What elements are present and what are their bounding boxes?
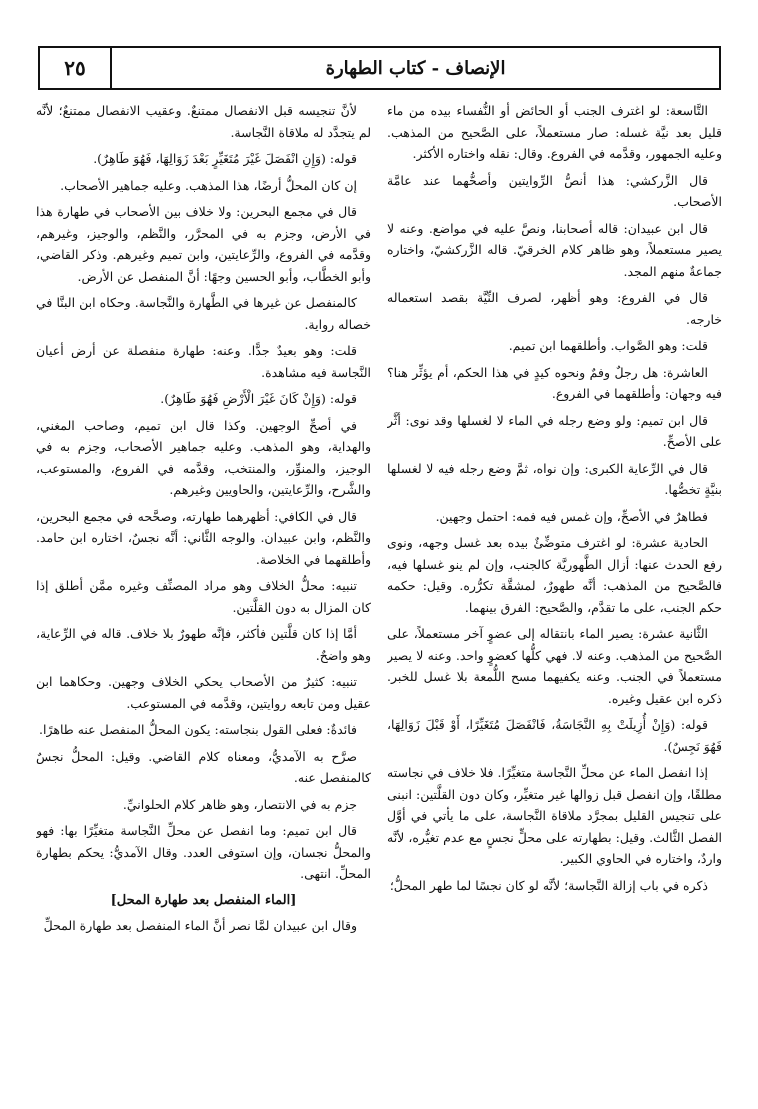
paragraph: قوله: (وَإِنِ انْفَصَلَ غَيْرَ مُتَغَيِّرٍ بَعْدَ زَوَالِهَا، فَهُوَ طَاهِرٌ).	[93, 151, 357, 166]
paragraph: قوله: (وَإِنْ أُزِيلَتْ بِهِ النَّجَاسَةُ، فَانْفَصَلَ مُتَغَيِّرًا، أَوْ قَبْلَ زَوَالِهَا، فَهُوَ نَجِسٌ).	[387, 717, 722, 754]
paragraph: قال الزَّركشي: هذا أنصُّ الرِّوايتين وأصحُّهما عند عامَّة الأصحاب.	[387, 172, 722, 209]
paragraph: وقال ابن عبيدان لمَّا نصر أنَّ الماء المنفصل بعد طهارة المحلِّ	[43, 918, 357, 933]
paragraph: صرَّح به الآمديُّ، ومعناه كلام القاضي. وقيل: المحلُّ نجسٌ كالمنفصل عنه.	[36, 748, 371, 785]
paragraph: في أصحِّ الوجهين. وكذا قال ابن تميم، وصاحب المغني، والهداية، وهو المذهب. وعليه جماهير الأصحاب، وجزم به في الوجيز، والمنوِّر، والمنتخب، وقدَّمه في الفروع، والمستوعب، والشَّرح، والرِّعايتين، والحاويين وغيرهم.	[36, 417, 371, 497]
paragraph: قال في الفروع: وهو أظهر، لصرف النِّيَّة بقصد استعماله خارجه.	[387, 290, 722, 327]
paragraph: قال في الكافي: أظهرهما طهارته، وصحَّحه في مجمع البحرين، والنَّظم، وابن عبيدان. والوجه الثَّاني: أنَّه نجسٌ، اختاره ابن حامد. وأطلقهما في الخلاصة.	[36, 508, 371, 567]
paragraph: [الماء المنفصل بعد طهارة المحل]	[110, 892, 297, 908]
page-number: ٢٥	[40, 48, 112, 88]
paragraph: الثَّانية عشرة: يصير الماء بانتقاله إلى عضوٍ آخر مستعملاً، على الصَّحيح من المذهب. وعنه لا. فهي كلُّها كعضوٍ واحد. وعنه لا يصير مستعملاً في الجنب. وعنه يكفيهما مسح اللُّمعة بلا غسل للخبر. ذكره ابن عقيل وغيره.	[387, 626, 722, 706]
paragraph: قوله: (وَإِنْ كَانَ غَيْرَ الْأَرْضِ فَهُوَ طَاهِرٌ).	[160, 391, 357, 406]
paragraph: ذكره في باب إزالة النَّجاسة؛ لأنَّه لو كان نجسًا لما طهر المحلُّ؛	[389, 877, 708, 893]
paragraph: قال في مجمع البحرين: ولا خلاف بين الأصحاب في طهارة هذا في الأرض، وجزم به في المحرَّر، والنَّظم، والوجيز، وغيرهم، وقدَّمه في الفروع، والرِّعايتين، وابن تميم وغيرهم. وذكر القاضي، وأبو الخطَّاب، وأبو الحسين وجهًا: أنَّ المنفصل عن الأرض.	[36, 204, 371, 284]
right-column	[387, 100, 722, 1100]
paragraph: الحادية عشرة: لو اغترف متوضِّئٌ بيده بعد غسل وجهه، ونوى رفع الحدث عنها: أزال الطَّهوريَّة كالجنب، وإن لم ينو غسلها فيه، فالصَّحيح من المذهب: أنَّه طهورٌ، لمشقَّة تكرُّره. وقيل: حكمه حكم الجنب، على ما تقدَّم، والصَّحيح: الفرق بينهما.	[387, 535, 722, 615]
paragraph: كالمنفصل عن غيرها في الطَّهارة والنَّجاسة. وحكاه ابن البنَّا في خصاله رواية.	[36, 295, 371, 332]
paragraph: التَّاسعة: لو اغترف الجنب أو الحائض أو النُّفساء بيده من ماء قليل بعد نيَّة غسله: صار مستعملاً، على الصَّحيح من المذهب. وعليه الجمهور، وقدَّمه في الفروع. وقال: نقله واختاره الأكثر.	[387, 103, 722, 161]
running-title: الإنصاف - كتاب الطهارة	[325, 57, 506, 79]
paragraph: قال في الرِّعاية الكبرى: وإن نواه، ثمَّ وضع رجله فيه لا لغسلها بنيَّةٍ تخصُّها.	[387, 460, 722, 497]
paragraph: قلت: وهو بعيدٌ جدًّا. وعنه: طهارة منفصلة عن أرض أعيان النَّجاسة فيه مشاهدة.	[36, 343, 371, 380]
text-columns	[36, 100, 722, 1100]
paragraph: تنبيه: محلُّ الخلاف وهو مراد المصنِّف وغيره ممَّن أطلق إذا كان المزال به دون القلَّتين.	[36, 578, 371, 615]
paragraph: قلت: وهو الصَّواب. وأطلقهما ابن تميم.	[508, 338, 708, 353]
left-column	[36, 100, 371, 1100]
paragraph: قال ابن عبيدان: قاله أصحابنا، ونصَّ عليه في مواضع. وعنه لا يصير مستعملاً، وهو ظاهر كلام الخرقيّ. قاله الزَّركشيّ، واختاره جماعةٌ منهم المجد.	[387, 220, 722, 279]
paragraph: إن كان المحلُّ أرضًا، هذا المذهب. وعليه جماهير الأصحاب.	[60, 177, 357, 193]
paragraph: فائدةٌ: فعلى القول بنجاسته: يكون المحلُّ المنفصل عنه طاهرًا.	[39, 722, 357, 737]
paragraph: قال ابن تميم: ولو وضع رجله في الماء لا لغسلها وقد نوى: أثَّر على الأصحِّ.	[387, 412, 722, 449]
paragraph: فطاهرٌ في الأصحِّ، وإن غمس فيه فمه: احتمل وجهين.	[435, 508, 708, 524]
page-header	[38, 46, 721, 90]
paragraph: إذا انفصل الماء عن محلِّ النَّجاسة متغيِّرًا. فلا خلاف في نجاسته مطلقًا، وإن انفصل قبل زوالها غير متغيِّر، وكان دون القلَّتين: انبنى على تنجيس القليل بمجرَّد ملاقاة النَّجاسة، على ما يأتي في أوَّل الفصل الثَّالث. وقيل: بطهارته على محلٍّ نجسٍ مع عدم تغيُّره، لأنَّه واردٌ، واختاره في الحاوي الكبير.	[387, 765, 722, 866]
paragraph: تنبيه: كثيرٌ من الأصحاب يحكي الخلاف وجهين. وحكاهما ابن عقيل ومن تابعه روايتين، وقدَّمه في المستوعب.	[36, 674, 371, 711]
paragraph: قال ابن تميم: وما انفصل عن محلِّ النَّجاسة متغيِّرًا بها: فهو والمحلُّ نجسان، وإن استوفى العدد. وقال الآمديُّ: يحكم بطهارة المحلِّ. انتهى.	[36, 823, 371, 881]
paragraph: لأنَّ تنجيسه قبل الانفصال ممتنعٌ. وعقيب الانفصال ممتنعٌ؛ لأنَّه لم يتجدَّد له ملاقاة النَّجاسة.	[36, 103, 371, 140]
paragraph: جزم به في الانتصار، وهو ظاهر كلام الحلوانيِّ.	[122, 796, 357, 812]
paragraph: أمَّا إذا كان قلَّتين فأكثر، فإنَّه طهورٌ بلا خلاف. قاله في الرِّعاية، وهو واضحٌ.	[36, 626, 371, 663]
paragraph: العاشرة: هل رجلٌ وفمٌ ونحوه كيدٍ في هذا الحكم، أم يؤثِّر هنا؟ فيه وجهان: وأطلقهما في الفروع.	[387, 364, 722, 401]
